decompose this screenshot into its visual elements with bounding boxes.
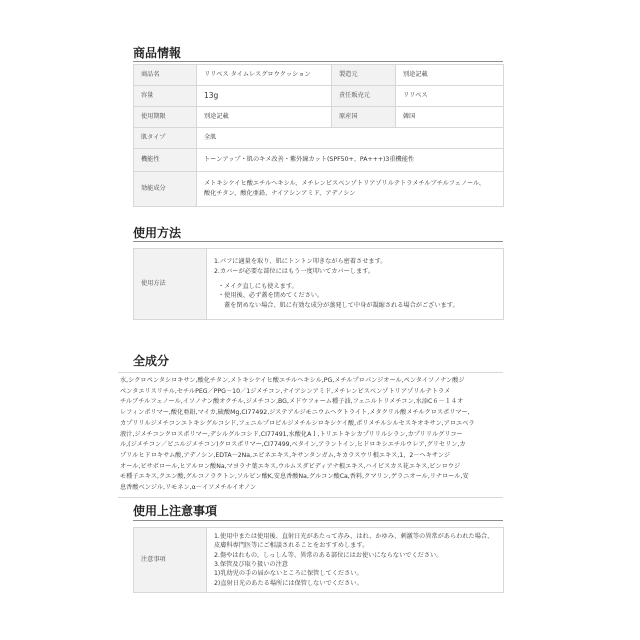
- capacity-value: 13g: [197, 86, 332, 107]
- origin-value: 韓国: [396, 107, 504, 128]
- section-title-usage: 使用方法: [133, 226, 182, 240]
- section-divider: [133, 520, 503, 521]
- caution-line: 2)直射日光のあたる場所には保管しないでください。: [214, 579, 363, 587]
- caution-line: 1)乳幼児の手の届かないところに保管してください。: [214, 570, 363, 578]
- caution-line: 3.保管及び取り扱いの注意: [214, 561, 288, 568]
- section-title-product-info: 商品情報: [133, 46, 182, 60]
- table-row: [134, 172, 504, 207]
- active-ingredients-value: [197, 172, 504, 207]
- ingredients-line: ル,(ジメチコン／ビニルジメチコン)クロスポリマー,CI77499,ベタイン,アラントイン,ヒドロキシエチルウレア,グリセリン,カ: [120, 441, 466, 449]
- ingredients-line: カプリリルジメチコンエトキシグルコシド,フェニルプロピルジメチルシロキシケイ酸,ポリメチルシルセスキオキサン,アロエベラ: [120, 419, 475, 427]
- active-ingredients-label: 効能成分: [134, 172, 197, 207]
- product-info-table: [133, 64, 504, 207]
- manufacturer-label: 製造元: [332, 65, 396, 86]
- usage-note: ・メイク直しにも使えます。: [218, 282, 298, 290]
- usage-instructions: [207, 249, 504, 320]
- function-label: 機能性: [134, 149, 197, 172]
- skin-type-label: 肌タイプ: [134, 128, 197, 149]
- expiry-label: 使用期限: [134, 107, 197, 128]
- product-name-label: 商品名: [134, 65, 197, 86]
- table-row: [134, 149, 504, 172]
- section-title-caution: 使用上注意事項: [133, 504, 218, 518]
- ingredients-line: レフィンポリマー,酸化亜鉛,マイカ,硫酸Mg,CI77492,ジステアルジモニウムヘクトライト,メタクリル酸メチルクロスポリマー,: [120, 409, 470, 417]
- expiry-value: 別途記載: [197, 107, 332, 128]
- usage-label: 使用方法: [134, 249, 207, 320]
- function-value: トーンアップ・肌のキメ改善・紫外線カット(SPF50+、PA+++)3重機能性: [197, 149, 504, 172]
- ingredients-list: [118, 372, 503, 498]
- caution-label: 注意事項: [134, 528, 207, 593]
- table-row: [134, 65, 504, 86]
- usage-table: [133, 248, 504, 320]
- ingredients-line: 水,シクロペンタシロキサン,酸化チタン,メトキシケイヒ酸エチルヘキシル,PG,メチルプロパンジオール,ペンタイソノナン酸ジ: [120, 377, 465, 384]
- distributor-value: リリベス: [396, 86, 504, 107]
- caution-line: 2.傷やはれもの、しっしん等、異常のある部位にはお使いにならないでください。: [214, 551, 443, 559]
- ingredients-line: ペンタエリスリチル,セチルPEG／PPG－10／1ジメチコン,ナイアシンアミド,メチレンビスベンゾトリアゾリルテトラメ: [120, 387, 451, 395]
- ingredients-line: プリルヒドロキサム酸,アデノシン,EDTA－2Na,エピネエキス,キサンタンガム,キカラスウリ根エキス,1，2－ヘキサンジ: [120, 451, 451, 459]
- table-row: [134, 128, 504, 149]
- section-title-ingredients: 全成分: [133, 354, 170, 368]
- usage-step: 1.パフに適量を取り、肌にトントン叩きながら密着させます。: [214, 258, 387, 266]
- ingredients-line: 液汁,ジメチコンクロスポリマー,デシルグルコシド,CI77491,水酸化Aｌ,トリエトキシカプリリルシラン,カプリリルグリコー: [120, 430, 463, 438]
- section-divider: [133, 61, 503, 62]
- caution-text: [207, 528, 504, 593]
- table-row: [134, 86, 504, 107]
- ingredients-line: モ種子エキス,クエン酸,グルコノラクトン,ソルビン酸K,安息香酸Na,グルコン酸Ca,香料,クマリン,ゲラニオール,リナロール,安: [120, 473, 469, 481]
- table-row: [134, 528, 504, 593]
- caution-line: 皮膚科専門医等にご相談されることをおすすめします。: [214, 542, 369, 550]
- manufacturer-value: 別途記載: [396, 65, 504, 86]
- skin-type-value: 全肌: [197, 128, 504, 149]
- ingredients-line: オール,ビサボロール,ヒアルロン酸Na,マヨラナ葉エキス,ウルムスダビディアナ根エキス,ハイビスカス花エキス,ビンロウジ: [120, 462, 461, 470]
- table-row: [134, 107, 504, 128]
- origin-label: 原産国: [332, 107, 396, 128]
- usage-note: 蓋を閉めない場合、肌に有効な成分が蒸発して中身が凝縮される場合がございます。: [224, 301, 459, 309]
- active-ingredients-line: メトキシケイヒ酸エチルヘキシル、メチレンビスベンゾトリアゾリルテトラメチルブチルフェノール、: [204, 180, 485, 188]
- capacity-label: 容量: [134, 86, 197, 107]
- distributor-label: 責任販売元: [332, 86, 396, 107]
- caution-line: 1.使用中または使用後、直射日光があたって赤み、はれ、かゆみ、刺激等の異常があらわれた場合、: [214, 533, 494, 541]
- caution-table: [133, 527, 504, 593]
- product-name-value: リリベス タイムレスグロウクッション: [197, 65, 332, 86]
- usage-step: 2.カバーが必要な部位にはもう一度叩いてカバーします。: [214, 268, 375, 276]
- ingredients-line: チルブチルフェノール,イソノナン酸オクチル,ジメチコン,BG,メドウフォーム種子油,フェニルトリメチコン,水添C６－１４オ: [120, 398, 464, 406]
- ingredients-line: 息香酸ベンジル,リモネン,α－イソメチルイオノン: [120, 484, 257, 492]
- usage-note: ・使用後、必ず蓋を閉めてください。: [218, 292, 324, 300]
- section-divider: [133, 241, 503, 242]
- table-row: [134, 249, 504, 320]
- active-ingredients-line: 酸化チタン、酸化亜鉛、ナイアシンアミド、アデノシン: [204, 190, 356, 197]
